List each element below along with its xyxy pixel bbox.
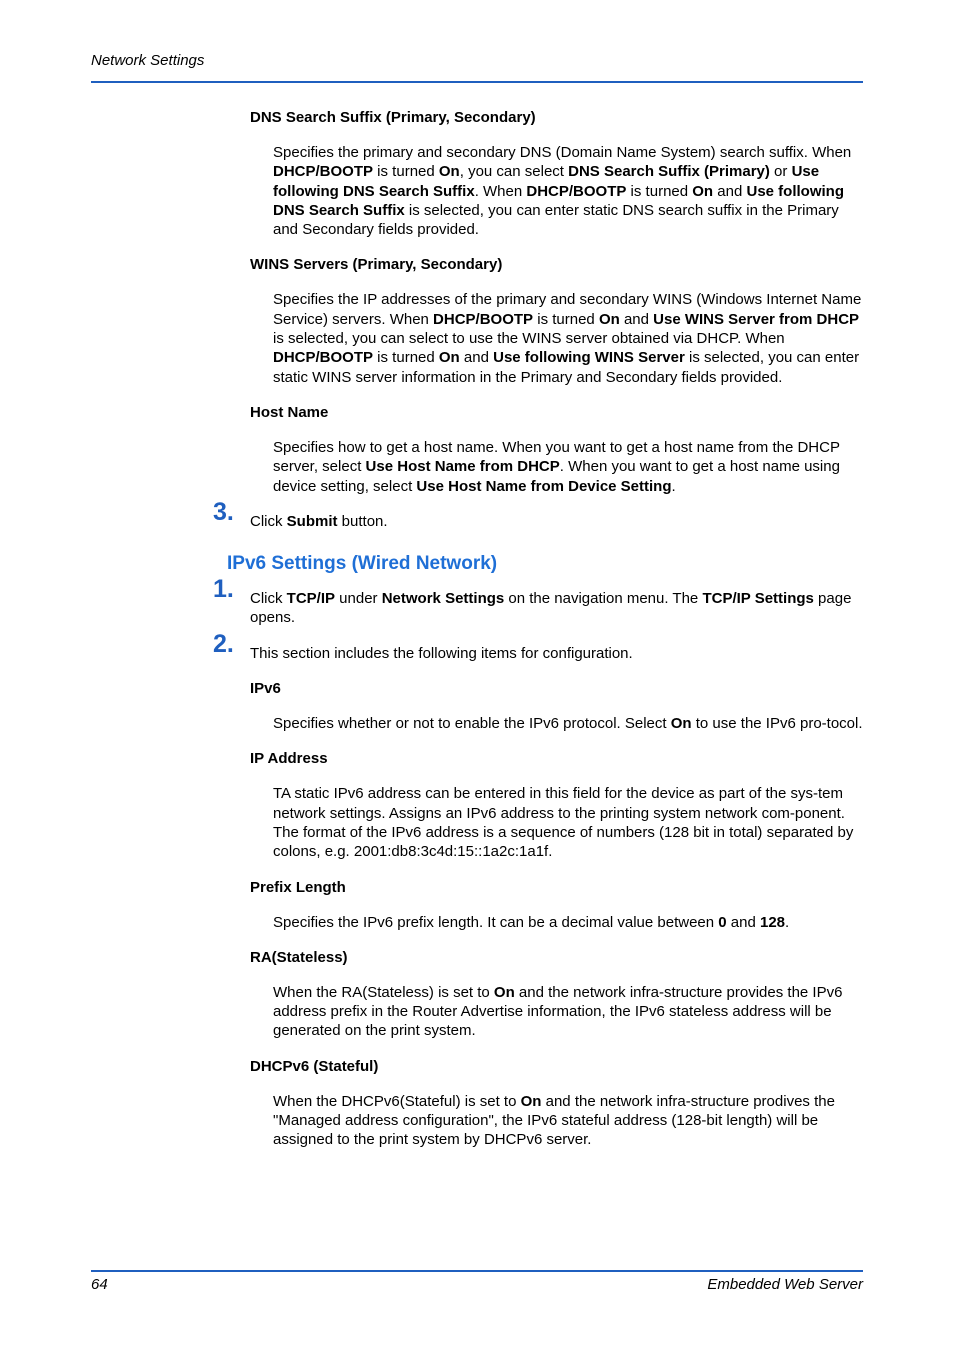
ip-address-description: TA static IPv6 address can be entered in this field for the device as part of the sys-tem network settings. Assigns an IPv6 address to the printing system network com-ponent. The format of the IPv6 address is a sequence of numbers (128 bit in total) separated by colons, e.g. 2001:db8:3c4d:15::1a2c:1a1f. [273, 785, 854, 861]
step-number: 1. [213, 575, 234, 604]
dhcpv6-stateful-heading: DHCPv6 (Stateful) [250, 1057, 379, 1075]
wins-servers-description: Specifies the IP addresses of the primary and secondary WINS (Windows Internet Name Service) servers. When DHCP/BOOTP is turned On and Use WINS Server from DHCP is selected, you can select to use the WINS server obtained via DHCP. When DHCP/BOOTP is turned On and Use following WINS Server is selected, you can enter static WINS server information in the Primary and Secondary fields provided. [273, 291, 862, 386]
ra-stateless-description: When the RA(Stateless) is set to On and the network infra-structure provides the IPv6 address prefix in the Router Advertise information, the IPv6 stateless address will be generated on the print system. [273, 983, 843, 1040]
ra-stateless-heading: RA(Stateless) [250, 948, 348, 966]
host-name-heading: Host Name [250, 403, 329, 421]
header-rule [91, 81, 863, 83]
step-3: 3. Click Submit button. [213, 497, 388, 530]
prefix-length-description: Specifies the IPv6 prefix length. It can be a decimal value between 0 and 128. [273, 913, 790, 931]
dns-suffix-description: Specifies the primary and secondary DNS (Domain Name System) search suffix. When DHCP/BOOTP is turned On, you can select DNS Search Suffix (Primary) or Use following DNS Search Suffix. When DHCP/BOOTP is turned On and Use following DNS Search Suffix is selected, you can enter static DNS search suffix in the Primary and Secondary fields provided. [273, 144, 852, 239]
dhcpv6-stateful-description: When the DHCPv6(Stateful) is set to On and the network infra-structure prodives the "Managed address configuration", the IPv6 stateful address (128-bit length) will be assigned to the print system by DHCPv6 server. [273, 1092, 835, 1149]
page-number: 64 [91, 1276, 108, 1293]
step-number: 2. [213, 629, 234, 658]
dns-suffix-heading: DNS Search Suffix (Primary, Secondary) [250, 109, 536, 126]
ipv6-section-heading: IPv6 Settings (Wired Network) [227, 553, 498, 575]
wins-servers-heading: WINS Servers (Primary, Secondary) [250, 256, 503, 274]
footer-rule [91, 1270, 863, 1272]
ip-address-heading: IP Address [250, 750, 328, 768]
document-title: Embedded Web Server [707, 1276, 863, 1293]
step-2: 2. This section includes the following items for configuration. [213, 629, 633, 662]
ipv6-heading: IPv6 [250, 680, 281, 698]
ipv6-description: Specifies whether or not to enable the IPv6 protocol. Select On to use the IPv6 pro-tocol. [273, 715, 863, 733]
step-1: 1. Click TCP/IP under Network Settings on the navigation menu. The TCP/IP Settings page opens. [213, 575, 852, 627]
running-header: Network Settings [91, 52, 205, 69]
prefix-length-heading: Prefix Length [250, 878, 346, 896]
host-name-description: Specifies how to get a host name. When you want to get a host name from the DHCP server, select Use Host Name from DHCP. When you want to get a host name using device setting, select Use Host Name from Device Setting. [273, 438, 840, 495]
page-content [213, 108, 863, 1166]
step-number: 3. [213, 497, 234, 526]
